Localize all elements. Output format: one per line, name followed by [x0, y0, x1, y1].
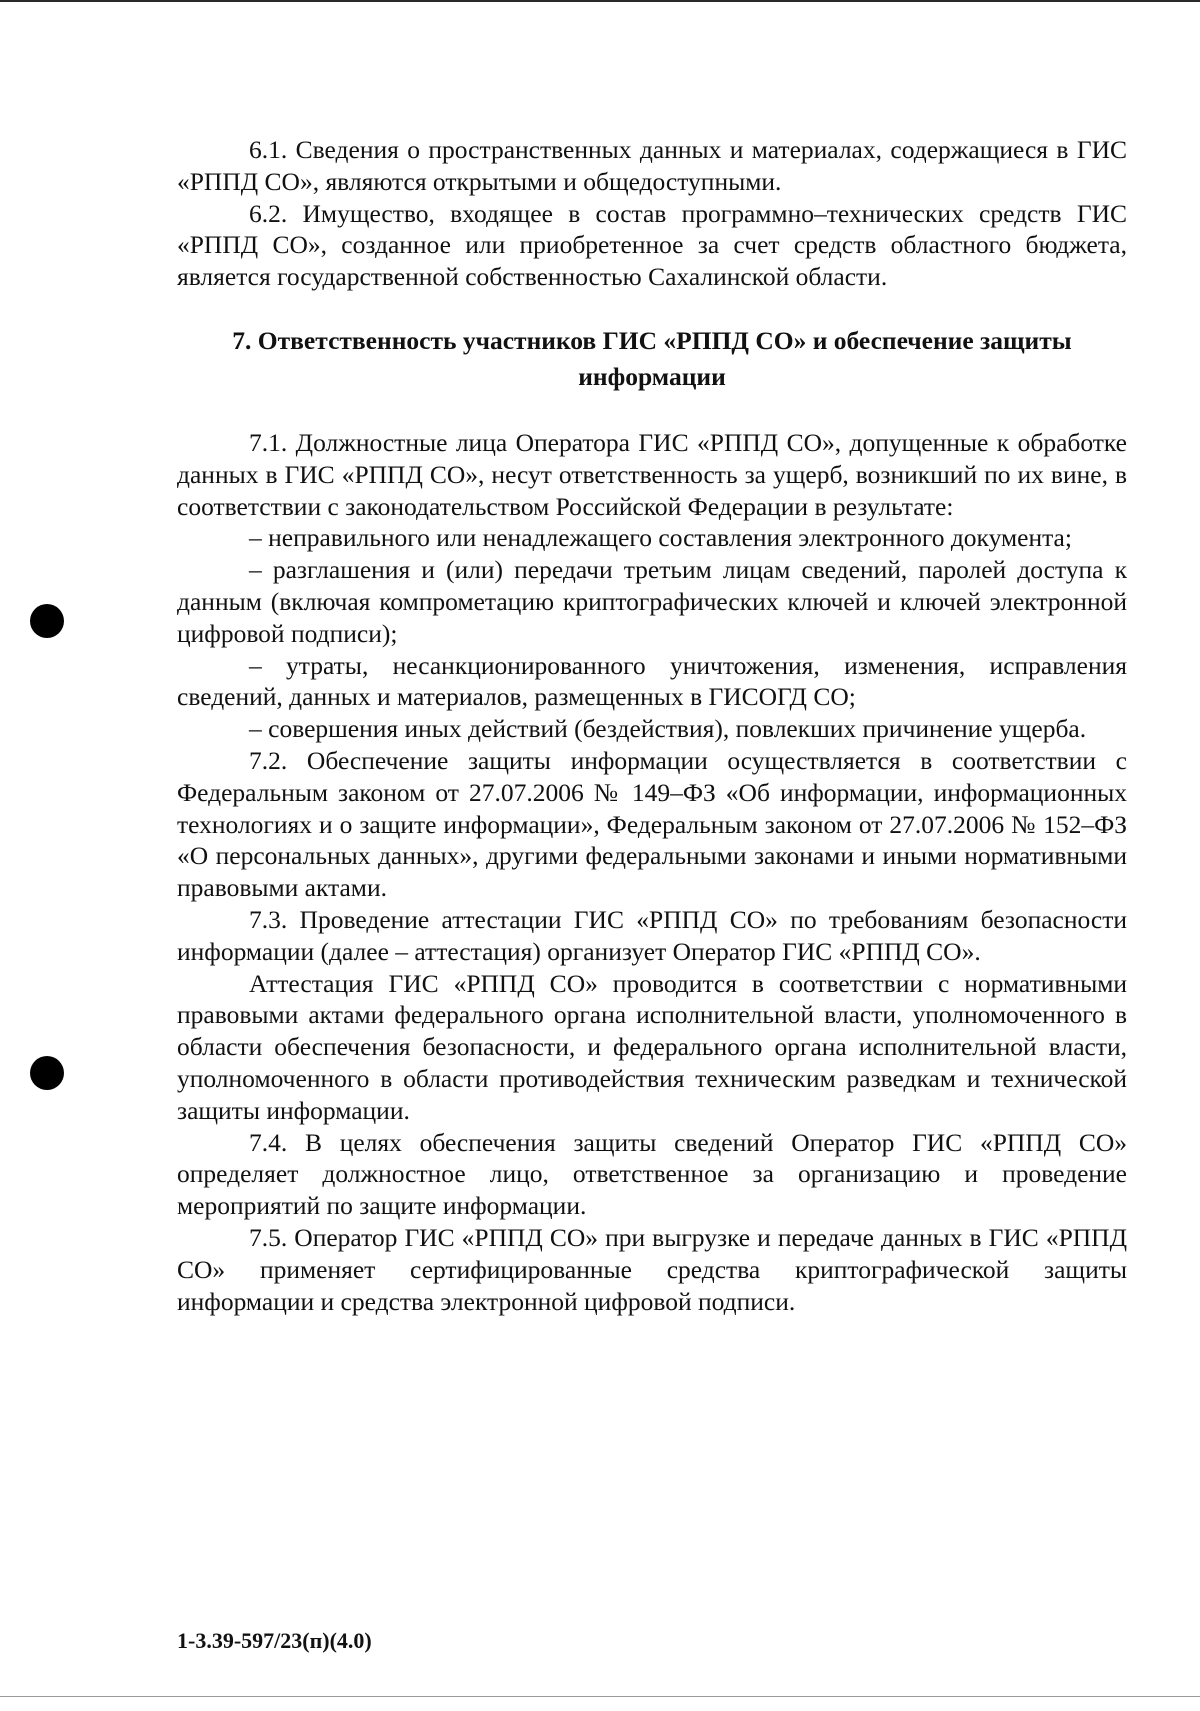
- punch-hole-mark: [30, 604, 64, 638]
- bottom-scan-border: [0, 1696, 1200, 1697]
- paragraph-7-1: 7.1. Должностные лица Оператора ГИС «РППД СО», допущенные к обработке данных в ГИС «РППД СО», несут ответственность за ущерб, возникший по их вине, в соответствии с законодательством Российской Федерации в результате:: [177, 427, 1127, 521]
- punch-hole-mark: [30, 1056, 64, 1090]
- list-item: – совершения иных действий (бездействия), повлекших причинение ущерба.: [249, 714, 1087, 744]
- top-scan-border: [0, 0, 1200, 2]
- paragraph-7-4: 7.4. В целях обеспечения защиты сведений Оператор ГИС «РППД СО» определяет должностное лицо, ответственное за организацию и проведение мероприятий по защите информации.: [177, 1127, 1127, 1221]
- paragraph-7-3-attestation: Аттестация ГИС «РППД СО» проводится в соответствии с нормативными правовыми актами федерального органа исполнительной власти, уполномоченного в области обеспечения безопасности, и федерального органа исполнительной власти, уполномоченного в области противодействия техническим разведкам и технической защиты информации.: [177, 968, 1127, 1125]
- list-item: – утраты, несанкционированного уничтожения, изменения, исправления сведений, данных и материалов, размещенных в ГИСОГД СО;: [177, 650, 1127, 712]
- paragraph-7-5: 7.5. Оператор ГИС «РППД СО» при выгрузке и передаче данных в ГИС «РППД СО» применяет сертифицированные средства криптографической защиты информации и средства электронной цифровой подписи.: [177, 1222, 1127, 1316]
- document-body: [177, 134, 1127, 1317]
- document-code: 1-3.39-597/23(п)(4.0): [177, 1628, 372, 1653]
- paragraph-6-2: 6.2. Имущество, входящее в состав программно–технических средств ГИС «РППД СО», созданное или приобретенное за счет средств областного бюджета, является государственной собственностью Сахалинской области.: [177, 198, 1127, 292]
- list-item: – разглашения и (или) передачи третьим лицам сведений, паролей доступа к данным (включая компрометацию криптографических ключей и ключей электронной цифровой подписи);: [177, 555, 1127, 648]
- paragraph-6-1: 6.1. Сведения о пространственных данных и материалах, содержащиеся в ГИС «РППД СО», являются открытыми и общедоступными.: [177, 135, 1127, 196]
- list-item: – неправильного или ненадлежащего составления электронного документа;: [249, 523, 1072, 553]
- paragraph-7-3: 7.3. Проведение аттестации ГИС «РППД СО» по требованиям безопасности информации (далее – аттестация) организует Оператор ГИС «РППД СО».: [177, 904, 1127, 966]
- section-7-heading: 7. Ответственность участников ГИС «РППД СО» и обеспечение защиты информации: [232, 325, 1072, 391]
- paragraph-7-2: 7.2. Обеспечение защиты информации осуществляется в соответствии с Федеральным законом от 27.07.2006 № 149–ФЗ «Об информации, информационных технологиях и о защите информации», Федеральным законом от 27.07.2006 № 152–ФЗ «О персональных данных», другими федеральными законами и иными нормативными правовыми актами.: [177, 745, 1127, 903]
